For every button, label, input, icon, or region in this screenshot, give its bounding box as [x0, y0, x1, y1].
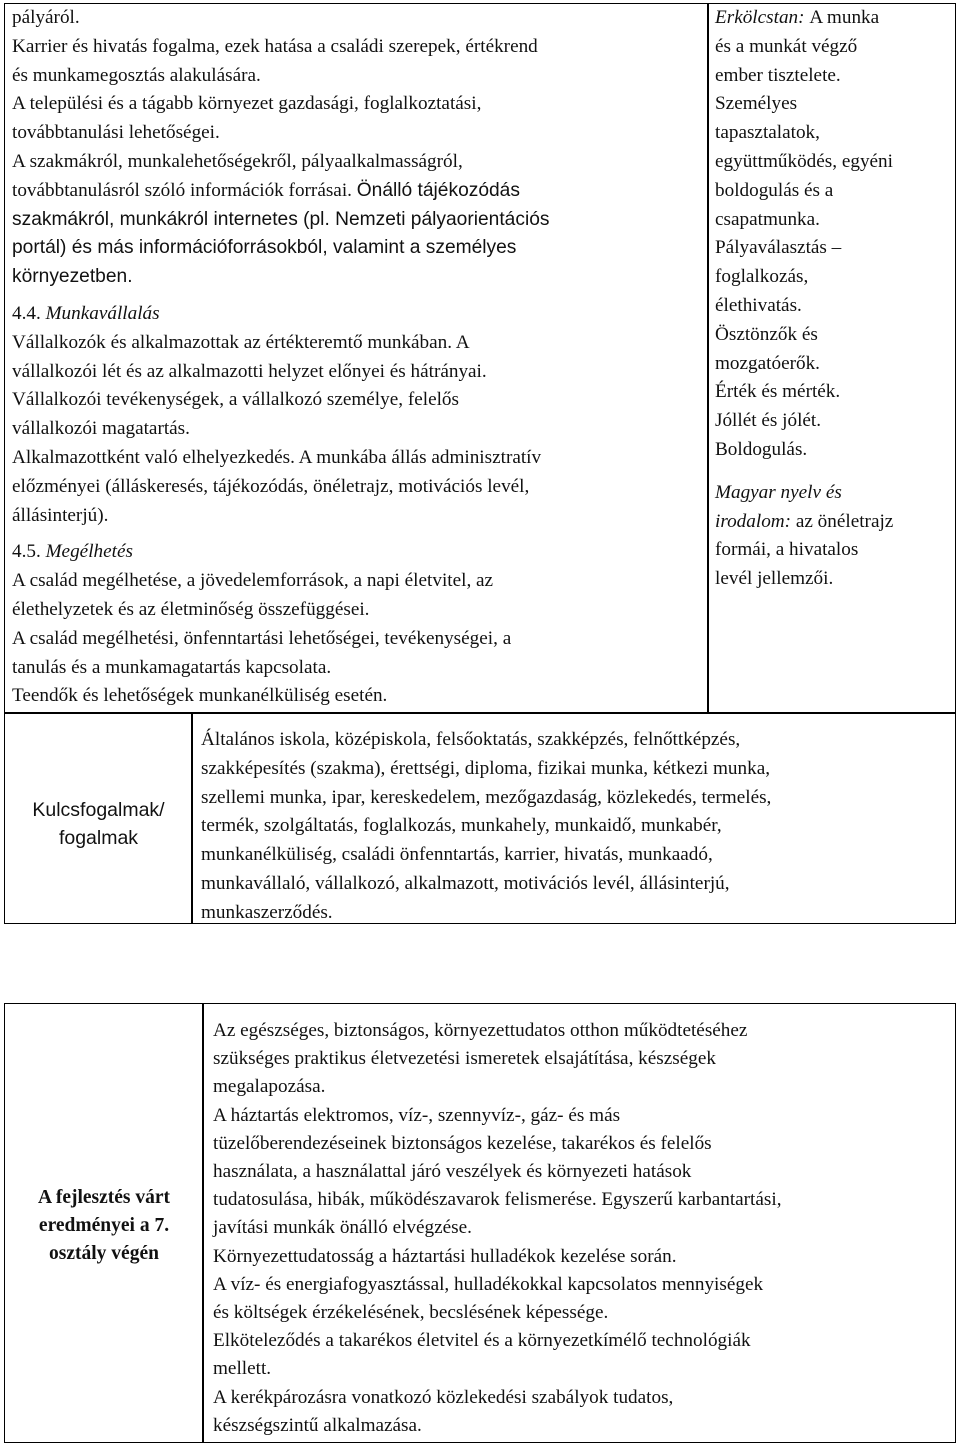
text-run: Vállalkozók és alkalmazottak az értékteremtő munkában. A	[12, 331, 470, 353]
text-line	[12, 177, 702, 206]
text-run: A család megélhetési, önfenntartási lehetőségei, tevékenységei, a	[12, 627, 512, 649]
outcomes-line: tudatosulása, hibák, működészavarok felismerése. Egyszerű karbantartási,	[213, 1189, 782, 1211]
text-run: csapatmunka.	[715, 208, 820, 230]
text-run: tapasztalatok,	[715, 122, 820, 144]
text-line	[12, 502, 702, 531]
text-line	[12, 300, 702, 329]
text-run: vállalkozói lét és az alkalmazotti helyzet előnyei és hátrányai.	[12, 360, 487, 382]
text-line	[12, 682, 702, 711]
text-line	[715, 119, 953, 148]
keywords-line: munkanélküliség, családi önfenntartás, karrier, hivatás, munkaadó,	[201, 844, 713, 866]
text-line	[715, 508, 953, 537]
keywords-line: termék, szolgáltatás, foglalkozás, munkahely, munkaidő, munkabér,	[201, 815, 722, 837]
text-line	[715, 234, 953, 263]
text-run: Teendők és lehetőségek munkanélküliség esetén.	[12, 685, 388, 707]
text-run: szakmákról, munkákról internetes (pl.	[12, 208, 336, 230]
text-run: állásinterjú).	[12, 504, 109, 526]
text-line	[715, 479, 953, 508]
text-run: Jóllét és jólét.	[715, 410, 822, 432]
text-line	[715, 292, 953, 321]
keywords-line: Általános iskola, középiskola, felsőoktatás, szakképzés, felnőttképzés,	[201, 729, 741, 750]
paragraph-gap	[12, 292, 702, 300]
outcomes-line: Az egészséges, biztonságos, környezettudatos otthon működtetéséhez	[213, 1020, 748, 1041]
text-run: előzményei (álláskeresés, tájékozódás, önéletrajz, motivációs levél,	[12, 475, 530, 497]
text-line	[715, 321, 953, 350]
text-run: levél jellemzői.	[715, 568, 834, 590]
content-text	[12, 4, 702, 711]
text-line	[12, 4, 702, 33]
keywords-line: munkavállaló, vállalkozó, alkalmazott, motivációs levél, állásinterjú,	[201, 872, 730, 894]
text-run: élethelyzetek és az életminőség összefüggései.	[12, 598, 370, 620]
text-line	[715, 407, 953, 436]
outcomes-line: A háztartás elektromos, víz-, szennyvíz-, gáz- és más	[213, 1104, 621, 1126]
text-run: ember tisztelete.	[715, 64, 841, 86]
text-run: az önéletrajz	[795, 510, 894, 532]
text-run: Önálló tájékozódás	[356, 179, 520, 201]
text-line	[12, 33, 702, 62]
connections-text	[715, 4, 953, 594]
outcomes-line: megalapozása.	[213, 1076, 326, 1098]
text-run: Vállalkozói tevékenységek, a vállalkozó személye, felelős	[12, 389, 459, 411]
text-line	[12, 90, 702, 119]
text-line	[715, 436, 953, 465]
text-line	[12, 596, 702, 625]
text-run: Karrier és hivatás fogalma, ezek hatása a családi szerepek, értékrend	[12, 35, 538, 57]
text-run: vállalkozói magatartás.	[12, 418, 190, 440]
text-line	[12, 538, 702, 567]
text-line	[12, 148, 702, 177]
text-line	[12, 386, 702, 415]
text-line	[715, 148, 953, 177]
text-run: foglalkozás,	[715, 266, 809, 288]
text-run: Boldogulás.	[715, 438, 808, 460]
text-line	[12, 358, 702, 387]
outcomes-line: mellett.	[213, 1358, 272, 1380]
text-line	[12, 329, 702, 358]
text-line	[12, 654, 702, 683]
outcomes-label	[6, 1184, 202, 1268]
outcomes-label-line: A fejlesztés várt	[37, 1187, 171, 1208]
text-run: A munkába állás adminisztratív	[298, 446, 542, 468]
text-run: továbbtanulásról szóló információk forrásai.	[12, 179, 357, 201]
text-line	[715, 263, 953, 292]
keywords-label-line: fogalmak	[58, 827, 139, 849]
text-line	[715, 33, 953, 62]
text-line	[12, 444, 702, 473]
text-line	[12, 62, 702, 91]
text-line	[715, 536, 953, 565]
text-line	[715, 4, 953, 33]
outcomes-label-line: osztály végén	[49, 1243, 159, 1264]
text-run: Alkalmazottként való elhelyezkedés.	[12, 446, 299, 468]
italic-text: Megélhetés	[45, 541, 133, 563]
text-run: A család megélhetése, a jövedelemforrások, a napi életvitel, az	[12, 570, 494, 592]
text-line	[715, 565, 953, 594]
text-line	[12, 206, 702, 235]
text-run: együttműködés, egyéni	[715, 150, 893, 172]
text-run: környezetben.	[12, 266, 133, 288]
text-run: A szakmákról, munkalehetőségekről, pályaalkalmasságról,	[12, 150, 463, 172]
text-run: Ösztönzők és	[715, 323, 818, 345]
text-line	[12, 119, 702, 148]
text-run: A munka	[809, 7, 880, 28]
outcomes-line: tüzelőberendezéseinek biztonságos kezelése, takarékos és felelős	[213, 1132, 712, 1154]
text-run: Érték és mérték.	[715, 381, 841, 403]
text-line	[12, 263, 702, 292]
text-line	[715, 177, 953, 206]
outcomes-line: és költségek érzékelésének, becslésének képessége.	[213, 1302, 609, 1324]
keywords-label	[6, 796, 191, 852]
outcomes-line: használata, a használattal járó veszélyek és környezeti hatások	[213, 1161, 692, 1183]
text-run: 4.5.	[12, 541, 46, 563]
outcomes-line: A kerékpározásra vonatkozó közlekedési szabályok tudatos,	[213, 1386, 674, 1408]
text-line	[715, 90, 953, 119]
keywords-line: szellemi munka, ipar, kereskedelem, mezőgazdaság, közlekedés, termelés,	[201, 786, 772, 808]
paragraph-gap	[12, 530, 702, 538]
text-line	[715, 350, 953, 379]
text-run: 4.4.	[12, 302, 46, 324]
italic-text: Magyar nyelv és	[715, 481, 842, 503]
text-line	[12, 567, 702, 596]
text-run: Pályaválasztás –	[715, 237, 842, 259]
outcomes-line: A víz- és energiafogyasztással, hulladékokkal kapcsolatos mennyiségek	[213, 1273, 764, 1295]
text-run: portál) és más információforrásokból, valamint a személyes	[12, 237, 517, 259]
text-run: mozgatóerők.	[715, 352, 820, 374]
italic-text: irodalom:	[715, 510, 796, 532]
outcomes-line: Elköteleződés a takarékos életvitel és a környezetkímélő technológiák	[213, 1330, 751, 1352]
text-run: és munkamegosztás alakulására.	[12, 64, 261, 86]
text-line	[12, 234, 702, 263]
outcomes-line: javítási munkák önálló elvégzése.	[213, 1217, 472, 1239]
keywords-text	[201, 726, 951, 928]
text-run: tanulás és a munkamagatartás kapcsolata.	[12, 656, 332, 678]
text-run: pályáról.	[12, 7, 80, 28]
text-line	[12, 473, 702, 502]
text-run: boldogulás és a	[715, 179, 834, 201]
text-line	[715, 62, 953, 91]
text-line	[12, 415, 702, 444]
paragraph-gap	[715, 465, 953, 479]
outcomes-label-line: eredményei a 7.	[38, 1215, 170, 1236]
outcomes-line: készségszintű alkalmazása.	[213, 1414, 422, 1436]
text-line	[715, 206, 953, 235]
text-run: élethivatás.	[715, 294, 802, 316]
text-run: továbbtanulási lehetőségei.	[12, 122, 220, 144]
text-run: Nemzeti pályaorientációs	[335, 208, 550, 230]
italic-text: Munkavállalás	[45, 302, 160, 324]
text-run: formái, a hivatalos	[715, 539, 859, 561]
keywords-line: szakképesítés (szakma), érettségi, diploma, fizikai munka, kétkezi munka,	[201, 757, 771, 779]
text-run: Személyes	[715, 93, 798, 115]
outcomes-text	[213, 1017, 951, 1440]
keywords-line: munkaszerződés.	[201, 901, 333, 923]
text-line	[12, 625, 702, 654]
outcomes-line: Környezettudatosság a háztartási hulladékok kezelése során.	[213, 1245, 677, 1267]
text-run: A települési és a tágabb környezet gazdasági, foglalkoztatási,	[12, 93, 482, 115]
italic-text: Erkölcstan:	[715, 7, 810, 28]
text-run: és a munkát végző	[715, 35, 858, 57]
outcomes-line: szükséges praktikus életvezetési ismeretek elsajátítása, készségek	[213, 1048, 716, 1070]
keywords-label-line: Kulcsfogalmak/	[32, 799, 165, 821]
text-line	[715, 378, 953, 407]
